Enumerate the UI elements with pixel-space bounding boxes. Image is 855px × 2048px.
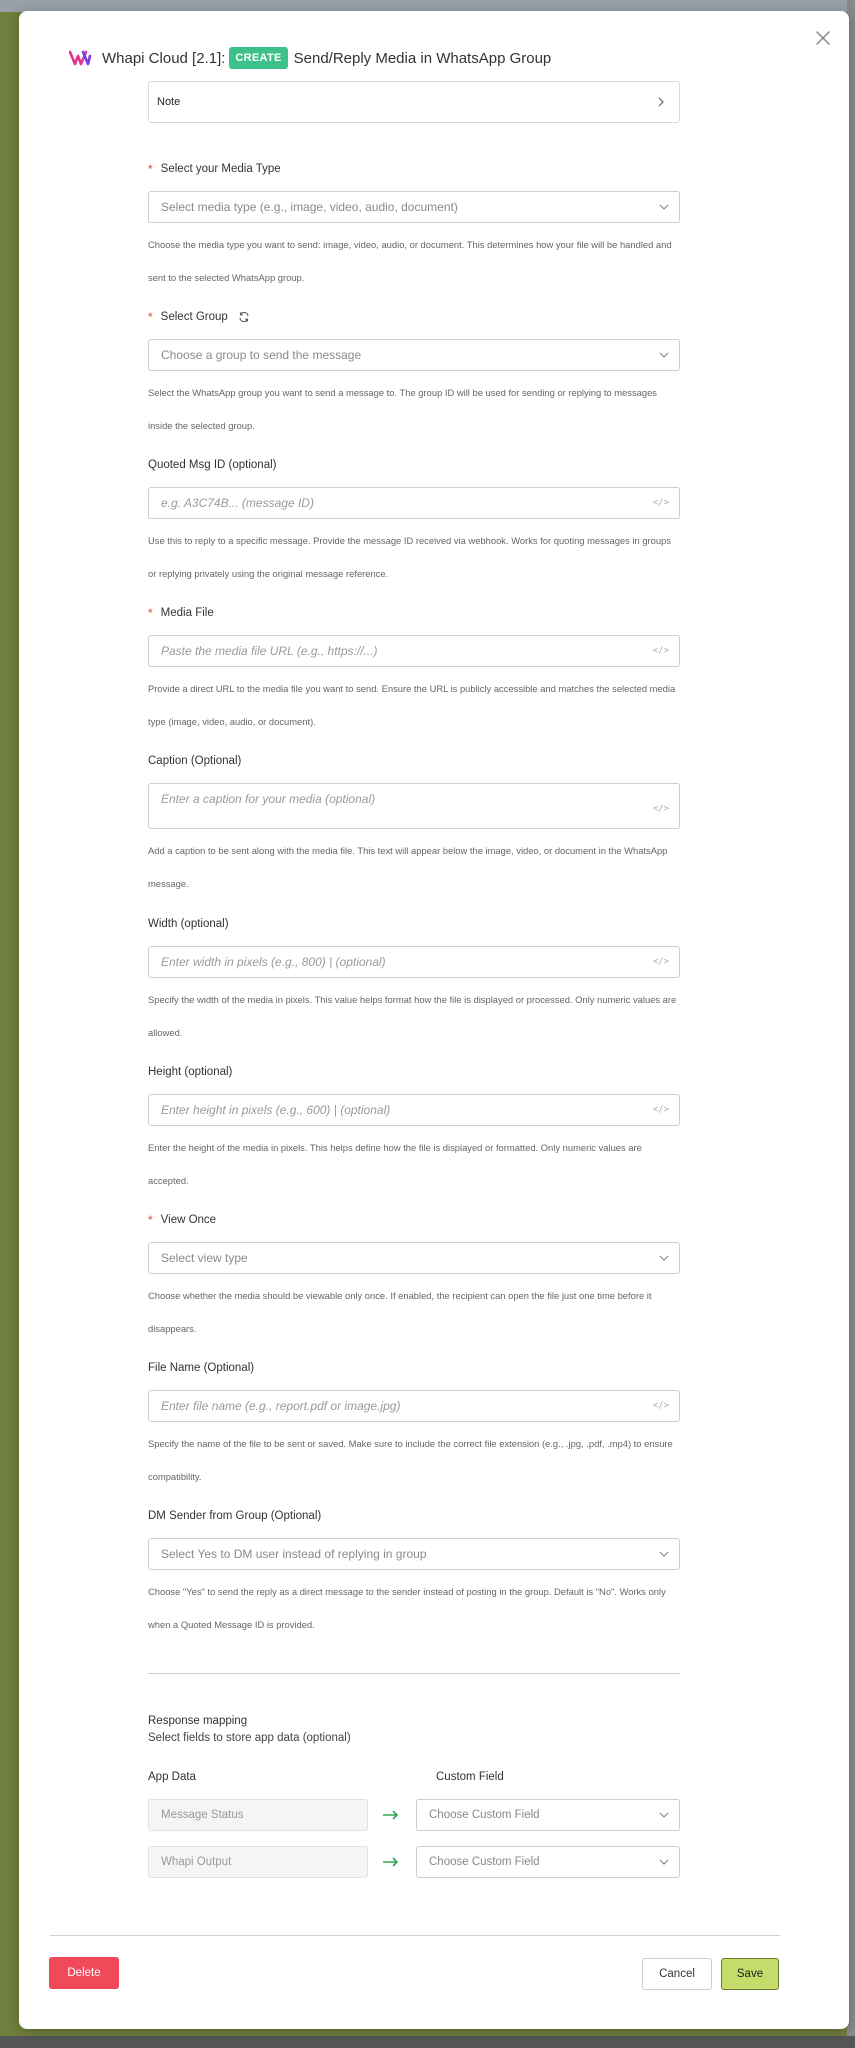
whapi-logo-icon (69, 50, 91, 66)
view-once-placeholder: Select view type (161, 1251, 248, 1265)
required-marker: * (148, 310, 153, 324)
custom-field-placeholder: Choose Custom Field (429, 1856, 540, 1868)
caption-field (148, 753, 680, 900)
height-field (148, 1064, 680, 1197)
media-type-placeholder: Select media type (e.g., image, video, audio, document) (161, 200, 458, 214)
dm-sender-field (148, 1508, 680, 1641)
caption-help: Add a caption to be sent along with the media file. This text will appear below the image, video, or document in the WhatsApp message. (148, 845, 668, 889)
required-marker: * (148, 1213, 153, 1227)
caption-label: Caption (Optional) (148, 755, 242, 767)
group-help: Select the WhatsApp group you want to send a message to. The group ID will be used for sending or replying to messages inside the selected group. (148, 387, 657, 431)
app-data-label: App Data (148, 1771, 196, 1783)
caption-placeholder: Enter a caption for your media (optional) (161, 792, 376, 806)
chevron-down-icon (659, 1859, 669, 1865)
code-icon[interactable]: </> (652, 646, 669, 656)
code-icon[interactable]: </> (652, 1105, 669, 1115)
media-file-placeholder: Paste the media file URL (e.g., https://...) (161, 644, 378, 658)
action-title: Send/Reply Media in WhatsApp Group (293, 49, 552, 67)
code-icon[interactable]: </> (652, 498, 669, 508)
dm-sender-placeholder: Select Yes to DM user instead of replying in group (161, 1547, 427, 1561)
view-once-select[interactable] (148, 1242, 680, 1274)
media-type-help: Choose the media type you want to send: image, video, audio, or document. This determines how your file will be handled and sent to the selected WhatsApp group. (148, 239, 672, 283)
height-help: Enter the height of the media in pixels. This helps define how the file is displayed or formatted. Only numeric values are accepted. (148, 1142, 642, 1186)
dm-sender-select[interactable] (148, 1538, 680, 1570)
height-label: Height (optional) (148, 1066, 233, 1078)
quoted-msg-field (148, 457, 680, 590)
save-button[interactable]: Save (721, 1958, 779, 1990)
chevron-right-icon (657, 97, 665, 107)
mapping-row (148, 1846, 680, 1878)
group-placeholder: Choose a group to send the message (161, 348, 362, 362)
media-file-label: Media File (160, 607, 214, 619)
width-help: Specify the width of the media in pixels. This value helps format how the file is displayed or processed. Only numeric values are allowed. (148, 994, 677, 1038)
close-icon[interactable] (813, 28, 833, 48)
view-once-field (148, 1212, 680, 1345)
quoted-msg-input[interactable] (148, 487, 680, 519)
code-icon[interactable]: </> (652, 1401, 669, 1411)
quoted-msg-help: Use this to reply to a specific message. Provide the message ID received via webhook. Works for quoting messages in groups or replying privately using the original message reference. (148, 535, 671, 579)
file-name-label: File Name (Optional) (148, 1362, 255, 1374)
quoted-msg-label: Quoted Msg ID (optional) (148, 459, 277, 471)
app-data-field: Whapi Output (148, 1846, 368, 1878)
footer-divider (50, 1935, 780, 1936)
width-label: Width (optional) (148, 918, 229, 930)
chevron-down-icon (659, 1551, 669, 1557)
custom-field-select[interactable] (416, 1846, 680, 1878)
cancel-button[interactable]: Cancel (642, 1958, 712, 1990)
app-data-field: Message Status (148, 1799, 368, 1831)
refresh-icon[interactable] (238, 311, 250, 323)
height-input[interactable] (148, 1094, 680, 1126)
chevron-down-icon (659, 352, 669, 358)
custom-field-label: Custom Field (436, 1771, 504, 1783)
response-mapping-subtitle: Select fields to store app data (optional) (148, 1732, 351, 1744)
group-label: Select Group (160, 311, 228, 323)
width-input[interactable] (148, 946, 680, 978)
media-file-input[interactable] (148, 635, 680, 667)
note-toggle[interactable] (148, 81, 680, 123)
view-once-label: View Once (160, 1214, 217, 1226)
dm-sender-help: Choose "Yes" to send the reply as a direct message to the sender instead of posting in the group. Default is "No". Works only when a Quoted Message ID is provided. (148, 1586, 666, 1630)
media-type-label: Select your Media Type (160, 163, 281, 175)
chevron-down-icon (659, 1812, 669, 1818)
required-marker: * (148, 162, 153, 176)
code-icon[interactable]: </> (652, 804, 669, 814)
quoted-msg-placeholder: e.g. A3C74B... (message ID) (161, 496, 314, 510)
group-field (148, 309, 680, 442)
code-icon[interactable]: </> (652, 957, 669, 967)
create-badge: CREATE (229, 47, 287, 69)
response-mapping-title: Response mapping (148, 1715, 248, 1727)
arrow-right-icon (382, 1855, 400, 1869)
dm-sender-label: DM Sender from Group (Optional) (148, 1510, 322, 1522)
media-type-field (148, 161, 680, 294)
custom-field-placeholder: Choose Custom Field (429, 1809, 540, 1821)
background-bottom-strip (0, 2036, 855, 2048)
required-marker: * (148, 606, 153, 620)
mapping-row (148, 1799, 680, 1831)
width-field (148, 916, 680, 1049)
modal-header (69, 47, 551, 69)
media-type-select[interactable] (148, 191, 680, 223)
arrow-right-icon (382, 1808, 400, 1822)
custom-field-select[interactable] (416, 1799, 680, 1831)
file-name-placeholder: Enter file name (e.g., report.pdf or image.jpg) (161, 1399, 401, 1413)
file-name-field (148, 1360, 680, 1493)
delete-button[interactable]: Delete (49, 1957, 119, 1989)
chevron-down-icon (659, 204, 669, 210)
view-once-help: Choose whether the media should be viewable only once. If enabled, the recipient can open the file just one time before it disappears. (148, 1290, 652, 1334)
height-placeholder: Enter height in pixels (e.g., 600) | (optional) (161, 1103, 391, 1117)
file-name-help: Specify the name of the file to be sent or saved. Make sure to include the correct file extension (e.g., .jpg, .pdf, .mp4) to ensure compatibility. (148, 1438, 673, 1482)
section-divider (148, 1673, 680, 1674)
app-name: Whapi Cloud [2.1]: (102, 49, 226, 67)
group-select[interactable] (148, 339, 680, 371)
media-file-help: Provide a direct URL to the media file you want to send. Ensure the URL is publicly accessible and matches the selected media type (image, video, audio, or document). (148, 683, 676, 727)
caption-textarea[interactable] (148, 783, 680, 829)
file-name-input[interactable] (148, 1390, 680, 1422)
width-placeholder: Enter width in pixels (e.g., 800) | (optional) (161, 955, 386, 969)
media-file-field (148, 605, 680, 738)
note-label: Note (157, 96, 181, 108)
chevron-down-icon (659, 1255, 669, 1261)
